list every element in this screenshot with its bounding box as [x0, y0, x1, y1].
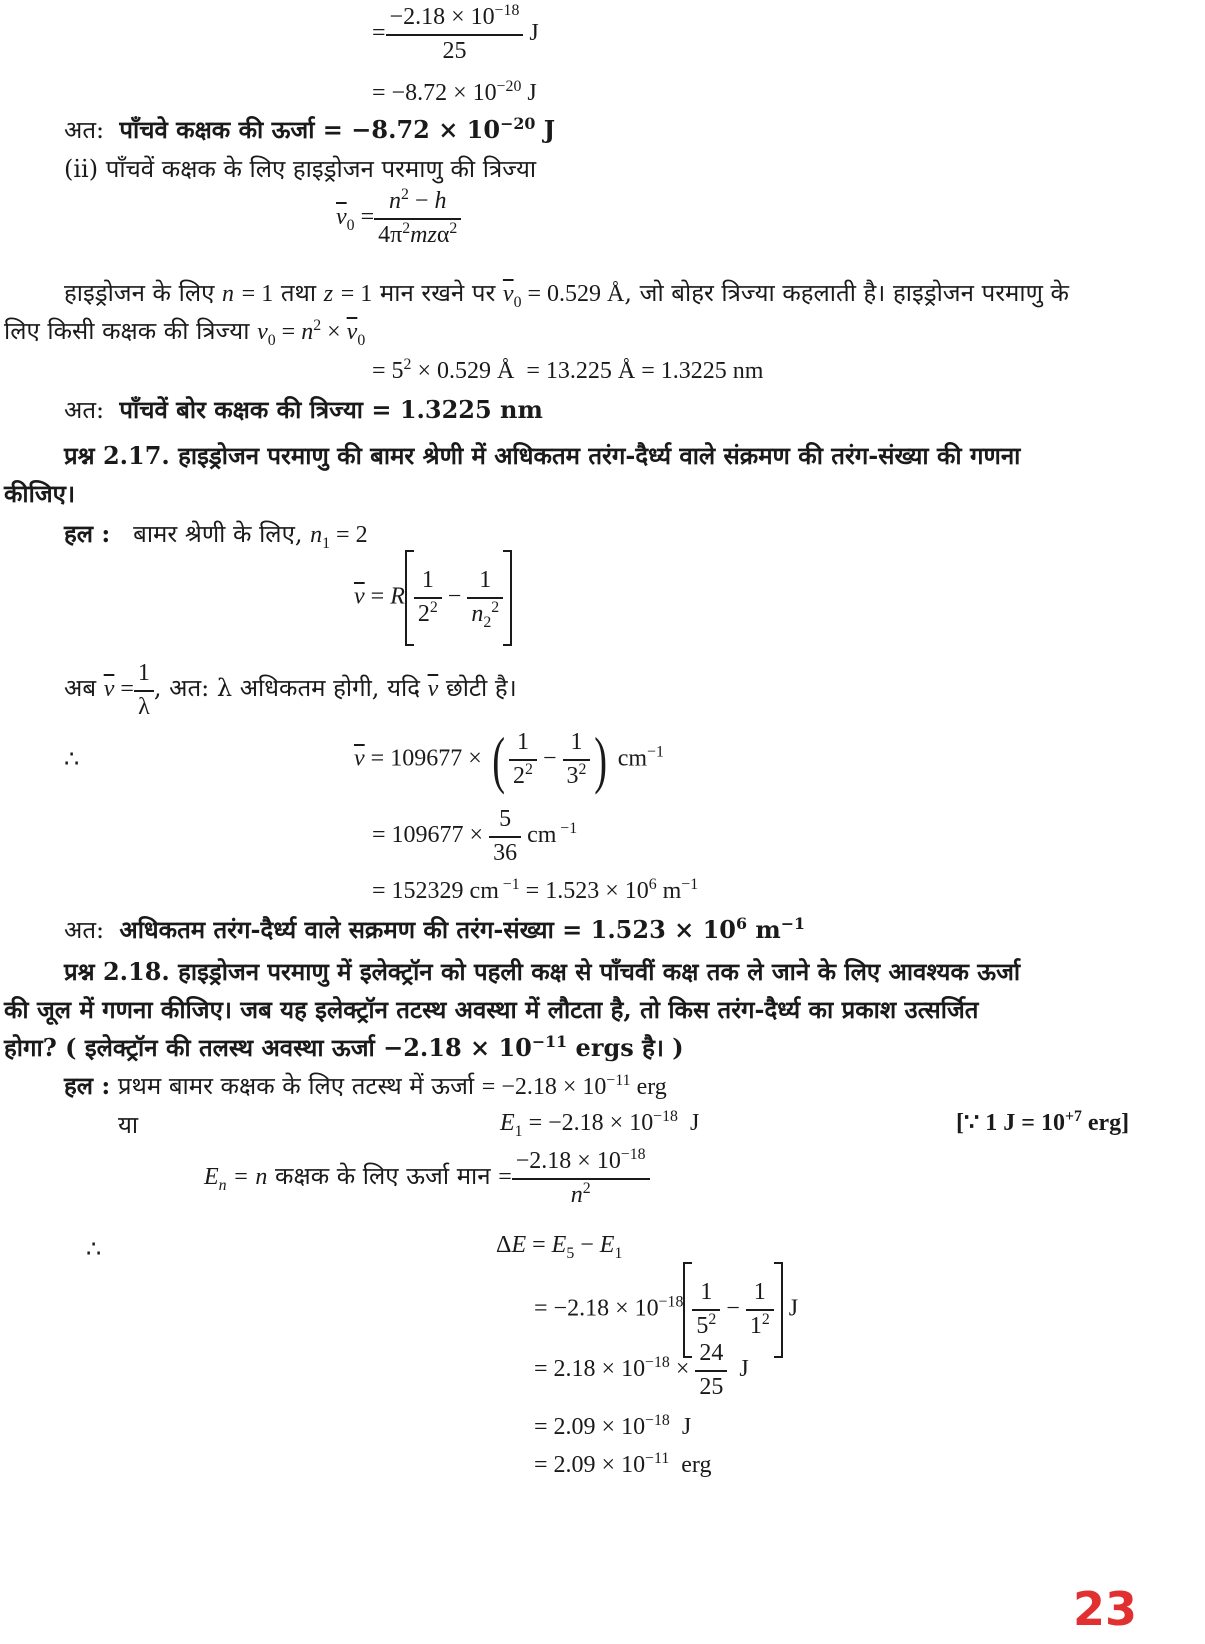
wavenumber-calculation: $\overline{v} = 109677$ × ( $\frac{1}{2^2}$ − $\frac{1}{3^2}$ ) $cm^{-1}$ — [354, 724, 664, 795]
en-formula: $E_n = n$ कक्षक के लिए ऊर्जा मान = $\frac{-2.18 \times 10^{-18}}{n^2}$ — [204, 1148, 650, 1209]
wavenumber-step-2: = 109677 × $\frac{5}{36}$ cm $^{-1}$ — [372, 806, 578, 866]
radius-calculation: = $5^2 \times 0.529$ Å = 13.225 Å = 1.3225 nm — [372, 356, 764, 384]
therefore-symbol-1: ∴ — [64, 745, 80, 773]
or-word: या — [118, 1111, 139, 1139]
energy-result-line: = $-8.72 \times 10^{-20}$ J — [372, 78, 537, 106]
delta-e-erg: = $2.09 \times 10^{-11}$ erg — [534, 1450, 712, 1478]
question-2-18-line1: प्रश्न 2.18. हाइड्रोजन परमाणु में इलेक्ट्रॉन को पहली कक्ष से पाँचवीं कक्ष तक ले जाने के लिए आवश्यक ऊर्जा — [64, 957, 1021, 986]
delta-e-joules: = $2.09 \times 10^{-18}$ J — [534, 1412, 692, 1440]
energy-fraction-line: = $\frac{-2.18 \times 10^{-18}}{25}$ J — [372, 2, 539, 64]
delta-e-step-2: = $2.18 \times 10^{-18}$ × $\frac{24}{25}$ J — [534, 1340, 749, 1400]
solution-2-17-intro: हल : बामर श्रेणी के लिए, $n_1 = 2$ — [64, 519, 368, 552]
orbit-radius-line: लिए किसी कक्षक की त्रिज्या $v_0 = n^2 \times \overline{v}_0$ — [4, 317, 366, 349]
bohr-radius-line: हाइड्रोजन के लिए n = 1 तथा z = 1 मान रखने पर $\overline{v}_0 = 0.529$ Å, जो बोहर त्रिज्या कहलाती है। हाइड्रोजन परमाणु के — [64, 279, 1069, 311]
radius-formula: $\overline{v}_0$ = $\frac{n^2 - h}{4\pi^2mz\alpha^2}$ — [336, 188, 461, 249]
rydberg-formula: $\overline{v} = R$ $\frac{1}{2^2}$ − $\frac{1}{n_2^2}$ — [354, 550, 512, 646]
solution-2-18-intro: हल : प्रथम बामर कक्षक के लिए तटस्थ में ऊर्जा = $-2.18 \times 10^{-11}$ erg — [64, 1071, 667, 1100]
question-2-18-line2: की जूल में गणना कीजिए। जब यह इलेक्ट्रॉन तटस्थ अवस्था में लौटता है, तो किस तरंग-दैर्ध्य का प्रकाश उत्सर्जित — [4, 995, 979, 1024]
e1-value: $E_1 = -2.18 \times 10^{-18}$ J — [500, 1108, 700, 1140]
question-2-18-line3: होगा? ( इलेक्ट्रॉन की तलस्थ अवस्था ऊर्जा $-2.18 \times 10^{-11}$ ergs है। ) — [4, 1032, 684, 1062]
therefore-symbol-2: ∴ — [86, 1235, 102, 1263]
wavenumber-conclusion: अत: अधिकतम तरंग-दैर्ध्य वाले सक्रमण की तरंग-संख्या = $1.523 \times 10^6$ $m^{-1}$ — [64, 914, 806, 944]
delta-e-definition: $\Delta E = E_5 - E_1$ — [496, 1232, 623, 1262]
unit-conversion-note: [∵ 1 $J = 10^{+7}$ erg] — [956, 1108, 1130, 1136]
fifth-orbit-energy-conclusion: अत: पाँचवे कक्षक की ऊर्जा = $-8.72 \times 10^{-20}$ J — [64, 114, 556, 144]
wavenumber-result: = 152329 cm $^{-1} = 1.523 \times 10^6$ $m^{-1}$ — [372, 876, 699, 904]
wavelength-relation-line: अब $\overline{v}$ = $\frac{1}{\lambda}$ , अत: λ अधिकतम होगी, यदि $\overline{v}$ छोटी है। — [64, 660, 517, 720]
delta-e-step-1: = $-2.18 \times 10^{-18}$ $\frac{1}{5^2}$ − $\frac{1}{1^2}$ J — [534, 1262, 798, 1358]
radius-subheading: (ii) पाँचवें कक्षक के लिए हाइड्रोजन परमाणु की त्रिज्या — [64, 155, 537, 183]
fifth-orbit-radius-conclusion: अत: पाँचवें बोर कक्षक की त्रिज्या = 1.3225 nm — [64, 395, 543, 424]
page-number: 23 — [1072, 1582, 1137, 1636]
question-2-17-line1: प्रश्न 2.17. हाइड्रोजन परमाणु की बामर श्रेणी में अधिकतम तरंग-दैर्ध्य वाले संक्रमण की तरंग-संख्या की गणना — [64, 441, 1021, 470]
question-2-17-line2: कीजिए। — [4, 479, 76, 508]
